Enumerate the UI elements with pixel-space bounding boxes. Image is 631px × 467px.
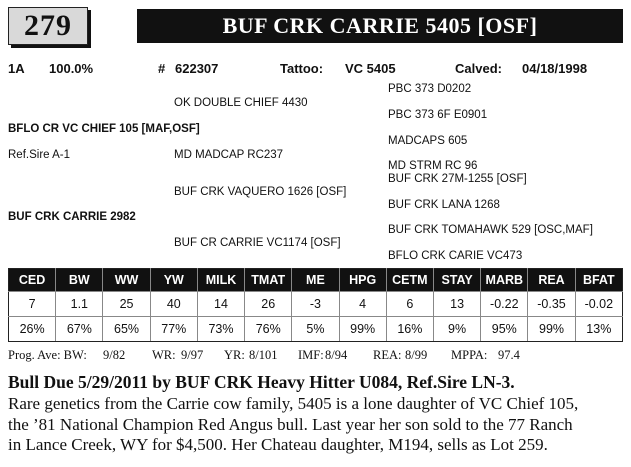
epd-percentile: 13%: [575, 317, 622, 342]
tattoo-label: Tattoo:: [280, 61, 324, 76]
pedigree-ssd: PBC 373 6F E0901: [388, 109, 488, 121]
progeny-imf-label: IMF:: [298, 348, 324, 362]
epd-percentile: 95%: [481, 317, 528, 342]
pedigree-dam: BUF CRK CARRIE 2982: [8, 211, 136, 223]
epd-table: [8, 268, 623, 342]
progeny-rea: 8/99: [405, 348, 428, 362]
progeny-wr-label: WR:: [152, 348, 176, 362]
pedigree-dds: BUF CRK TOMAHAWK 529 [OSC,MAF]: [388, 224, 593, 236]
progeny-imf: 8/94: [325, 348, 348, 362]
epd-value: -0.22: [481, 292, 528, 317]
description-line: the ’81 National Champion Red Angus bull. Last year her son sold to the 77 Ranch: [8, 414, 573, 434]
epd-header: MILK: [197, 269, 244, 292]
epd-header: TMAT: [245, 269, 292, 292]
epd-header: BW: [56, 269, 103, 292]
pedigree-dam-sire: BUF CRK VAQUERO 1626 [OSF]: [174, 186, 347, 198]
epd-header: STAY: [433, 269, 480, 292]
epd-header: ME: [292, 269, 339, 292]
epd-header: BFAT: [575, 269, 622, 292]
pedigree-sire-dam: MD MADCAP RC237: [174, 149, 284, 161]
epd-value: 13: [433, 292, 480, 317]
epd-value: -0.02: [575, 292, 622, 317]
description: [8, 394, 628, 456]
tattoo: VC 5405: [345, 61, 396, 76]
animal-name: BUF CRK CARRIE 5405 [OSF]: [222, 13, 538, 38]
reg-number: 622307: [175, 61, 219, 76]
pedigree-dam-dam: BUF CR CARRIE VC1174 [OSF]: [174, 237, 341, 249]
pedigree-dsd: BUF CRK LANA 1268: [388, 199, 500, 211]
epd-percentile: 77%: [150, 317, 197, 342]
progeny-bw: 9/82: [103, 348, 126, 362]
epd-header: YW: [150, 269, 197, 292]
percent: 100.0%: [49, 61, 94, 76]
epd-value: 7: [9, 292, 56, 317]
progeny-bw-label: Prog. Ave: BW:: [8, 348, 87, 362]
pedigree-dss: BUF CRK 27M-1255 [OSF]: [388, 173, 527, 185]
epd-value: 40: [150, 292, 197, 317]
epd-percentile: 76%: [245, 317, 292, 342]
epd-percentile: 26%: [9, 317, 56, 342]
progeny-mppa: 97.4: [498, 348, 520, 362]
progeny-wr: 9/97: [181, 348, 204, 362]
lot-number-box: [8, 7, 88, 45]
epd-value: 4: [339, 292, 386, 317]
epd-percentile: 99%: [528, 317, 575, 342]
pen: 1A: [8, 61, 25, 76]
pedigree-sdd: MD STRM RC 96: [388, 160, 478, 172]
epd-value: 25: [103, 292, 150, 317]
epd-header: MARB: [481, 269, 528, 292]
pedigree-sire: BFLO CR VC CHIEF 105 [MAF,OSF]: [8, 123, 200, 135]
calved-date: 04/18/1998: [522, 61, 588, 76]
epd-percentile: 67%: [56, 317, 103, 342]
epd-value: 26: [245, 292, 292, 317]
epd-percentile: 16%: [386, 317, 433, 342]
epd-percentile: 5%: [292, 317, 339, 342]
pedigree-sss: PBC 373 D0202: [388, 83, 472, 95]
epd-value: 14: [197, 292, 244, 317]
epd-header: CETM: [386, 269, 433, 292]
pedigree-ddd: BFLO CRK CARIE VC473: [388, 250, 523, 262]
epd-value: -3: [292, 292, 339, 317]
epd-value: 1.1: [56, 292, 103, 317]
description-line: Rare genetics from the Carrie cow family, 5405 is a lone daughter of VC Chief 105,: [8, 394, 579, 413]
epd-values-row: [9, 292, 623, 317]
epd-percentile: 99%: [339, 317, 386, 342]
animal-name-bar: [137, 9, 623, 43]
epd-percentile: 73%: [197, 317, 244, 342]
description-line: in Lance Creek, WY for $4,500. Her Chateau daughter, M194, sells as Lot 259.: [8, 435, 548, 454]
progeny-rea-label: REA:: [373, 348, 402, 362]
epd-percentile-row: [9, 317, 623, 342]
epd-value: 6: [386, 292, 433, 317]
epd-header: CED: [9, 269, 56, 292]
lot-number: 279: [24, 9, 72, 42]
epd-header: HPG: [339, 269, 386, 292]
pedigree-ref-sire: Ref.Sire A-1: [8, 149, 70, 161]
epd-percentile: 9%: [433, 317, 480, 342]
epd-value: -0.35: [528, 292, 575, 317]
progeny-yr: 8/101: [249, 348, 278, 362]
epd-percentile: 65%: [103, 317, 150, 342]
headline: Bull Due 5/29/2011 by BUF CRK Heavy Hitter U084, Ref.Sire LN-3.: [8, 372, 515, 392]
progeny-mppa-label: MPPA:: [451, 348, 488, 362]
pedigree-sds: MADCAPS 605: [388, 135, 468, 147]
epd-header-row: [9, 269, 623, 292]
pedigree-sire-sire: OK DOUBLE CHIEF 4430: [174, 97, 308, 109]
progeny-yr-label: YR:: [224, 348, 245, 362]
reg-label: #: [158, 61, 166, 76]
calved-label: Calved:: [455, 61, 502, 76]
epd-header: WW: [103, 269, 150, 292]
epd-header: REA: [528, 269, 575, 292]
